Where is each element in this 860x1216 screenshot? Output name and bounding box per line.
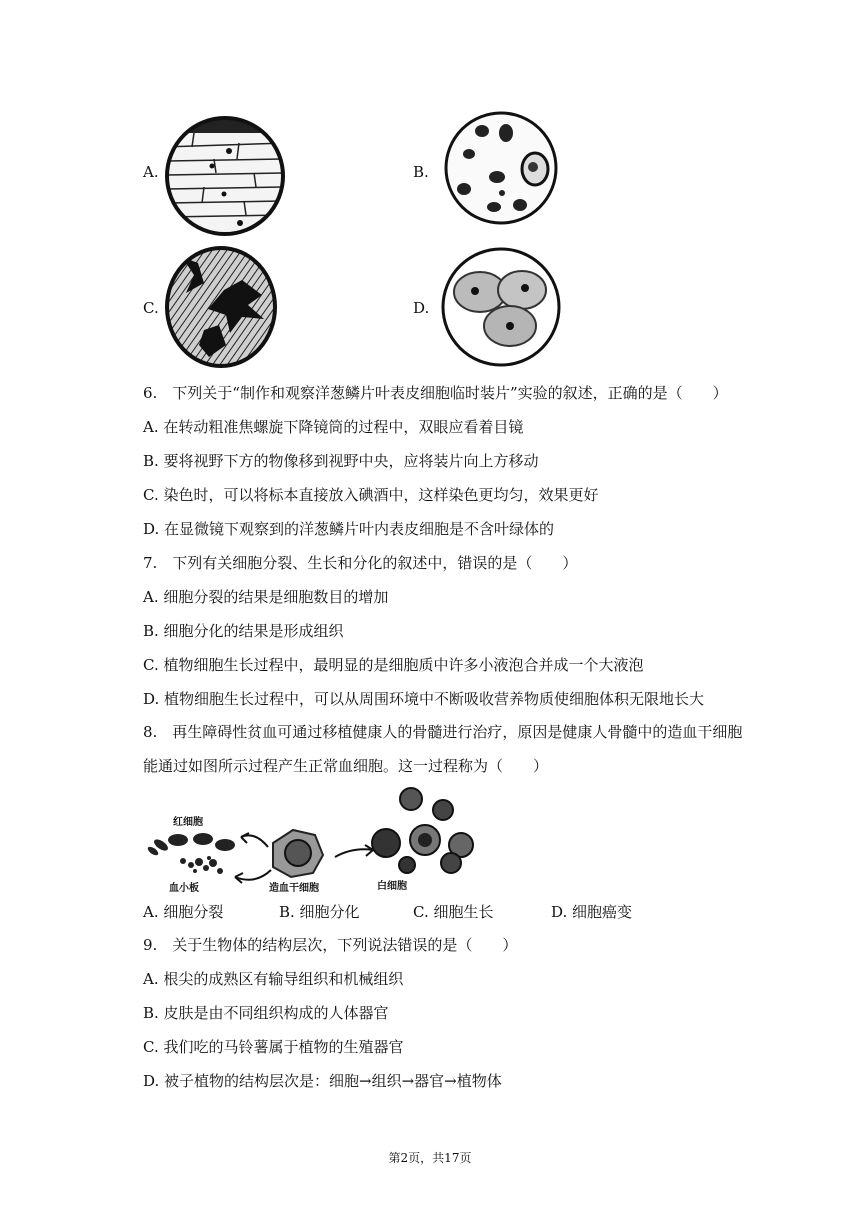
- hematopoiesis-diagram: [143, 785, 483, 895]
- image-option-a-label: A.: [143, 163, 159, 181]
- question-6-option-a: A. 在转动粗准焦螺旋下降镜筒的过程中，双眼应看着目镜: [143, 418, 524, 436]
- label-platelet: 血小板: [169, 883, 199, 894]
- label-red-blood-cell: 红细胞: [173, 817, 203, 828]
- image-option-d-label: D.: [413, 299, 430, 317]
- question-7-option-a: A. 细胞分裂的结果是细胞数目的增加: [143, 588, 389, 606]
- question-6-stem: 6. 下列关于“制作和观察洋葱鳞片叶表皮细胞临时装片”实验的叙述，正确的是（ ）: [143, 384, 728, 402]
- question-8-option-d: D. 细胞癌变: [551, 903, 633, 921]
- question-8-option-b: B. 细胞分化: [279, 903, 360, 921]
- question-6-option-c: C. 染色时，可以将标本直接放入碘酒中，这样染色更均匀，效果更好: [143, 486, 599, 504]
- question-8-stem-line1: 8. 再生障碍性贫血可通过移植健康人的骨髓进行治疗，原因是健康人骨髓中的造血干细胞: [143, 723, 743, 741]
- question-9-stem: 9. 关于生物体的结构层次，下列说法错误的是（ ）: [143, 936, 518, 954]
- question-9-option-d: D. 被子植物的结构层次是：细胞→组织→器官→植物体: [143, 1072, 502, 1090]
- question-7-stem: 7. 下列有关细胞分裂、生长和分化的叙述中，错误的是（ ）: [143, 554, 578, 572]
- neuron-tissue-micrograph: [164, 245, 278, 369]
- label-hematopoietic-stem-cell: 造血干细胞: [269, 883, 319, 894]
- question-7-option-d: D. 植物细胞生长过程中，可以从周围环境中不断吸收营养物质使细胞体积无限地长大: [143, 690, 705, 708]
- image-option-b-label: B.: [413, 163, 429, 181]
- question-9-option-b: B. 皮肤是由不同组织构成的人体器官: [143, 1004, 389, 1022]
- page-footer: 第2页，共17页: [388, 1151, 472, 1165]
- image-option-c-label: C.: [143, 299, 159, 317]
- question-9-option-a: A. 根尖的成熟区有输导组织和机械组织: [143, 970, 404, 988]
- question-7-option-c: C. 植物细胞生长过程中，最明显的是细胞质中许多小液泡合并成一个大液泡: [143, 656, 644, 674]
- question-6-option-b: B. 要将视野下方的物像移到视野中央，应将装片向上方移动: [143, 452, 539, 470]
- question-8-option-c: C. 细胞生长: [413, 903, 494, 921]
- question-7-option-b: B. 细胞分化的结果是形成组织: [143, 622, 344, 640]
- question-9-option-c: C. 我们吃的马铃薯属于植物的生殖器官: [143, 1038, 404, 1056]
- question-8-options: [143, 901, 632, 922]
- label-white-blood-cell: 白细胞: [377, 881, 407, 892]
- epithelial-cells-micrograph: [440, 246, 562, 368]
- blood-cells-micrograph: [442, 109, 560, 227]
- onion-epidermis-micrograph: [164, 115, 286, 237]
- question-8-stem-line2: 能通过如图所示过程产生正常血细胞。这一过程称为（ ）: [143, 757, 549, 775]
- question-8-option-a: A. 细胞分裂: [143, 903, 224, 921]
- question-6-option-d: D. 在显微镜下观察到的洋葱鳞片叶内表皮细胞是不含叶绿体的: [143, 520, 555, 538]
